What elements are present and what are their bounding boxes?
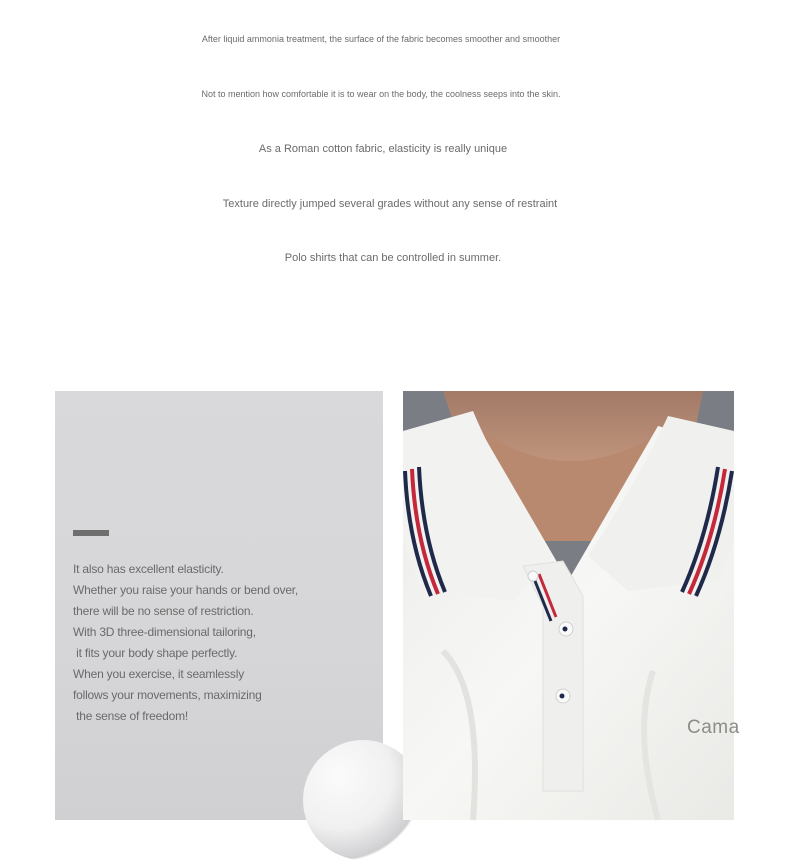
feature-panel <box>55 391 383 820</box>
intro-line-2: Not to mention how comfortable it is to wear on the body, the coolness seeps into the skin. <box>201 89 561 99</box>
feature-line-3: there will be no sense of restriction. <box>73 604 254 618</box>
feature-line-5: it fits your body shape perfectly. <box>73 646 238 660</box>
accent-bar <box>73 530 109 536</box>
intro-line-3: As a Roman cotton fabric, elasticity is really unique <box>258 143 508 155</box>
feature-line-2: Whether you raise your hands or bend over, <box>73 583 299 597</box>
feature-text <box>73 559 363 727</box>
intro-line-4: Texture directly jumped several grades without any sense of restraint <box>222 198 558 210</box>
feature-line-8: the sense of freedom! <box>73 709 189 723</box>
feature-line-1: It also has excellent elasticity. <box>73 562 224 576</box>
feature-line-4: With 3D three-dimensional tailoring, <box>73 625 256 639</box>
polo-shirt-illustration <box>403 391 734 820</box>
brand-logo-text: Cama <box>687 717 740 738</box>
feature-line-6: When you exercise, it seamlessly <box>73 667 244 681</box>
intro-line-5: Polo shirts that can be controlled in summer. <box>284 252 502 264</box>
product-photo <box>403 391 740 820</box>
intro-line-1: After liquid ammonia treatment, the surface of the fabric becomes smoother and smoother <box>201 34 561 44</box>
feature-line-7: follows your movements, maximizing <box>73 688 262 702</box>
